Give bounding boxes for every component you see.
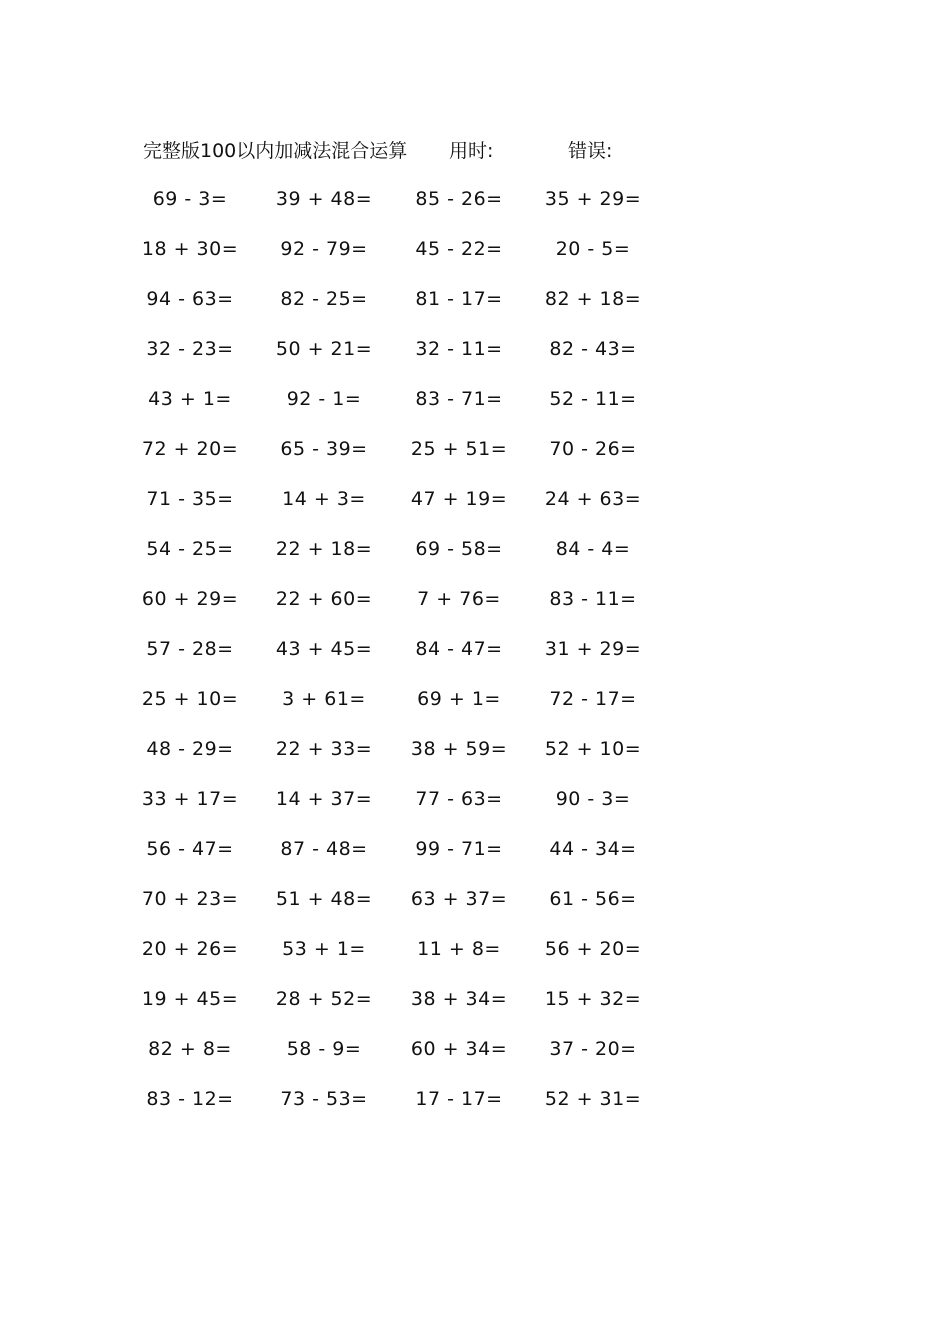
problem: 50 + 21= [275, 338, 373, 360]
problem: 73 - 53= [280, 1088, 368, 1110]
problem: 82 + 18= [544, 288, 642, 310]
problem: 19 + 45= [141, 988, 239, 1010]
problem: 82 - 43= [549, 338, 637, 360]
problem: 92 - 1= [286, 388, 362, 410]
problem: 11 + 8= [417, 938, 501, 960]
problem: 43 + 1= [148, 388, 232, 410]
problem: 70 + 23= [141, 888, 239, 910]
problem: 31 + 29= [544, 638, 642, 660]
problem: 43 + 45= [275, 638, 373, 660]
problem: 52 + 10= [544, 738, 642, 760]
problem: 84 - 4= [555, 538, 631, 560]
problem: 92 - 79= [280, 238, 368, 260]
problem-row [0, 234, 950, 264]
problem: 52 + 31= [544, 1088, 642, 1110]
problem: 22 + 18= [275, 538, 373, 560]
problem-row [0, 984, 950, 1014]
problem-row [0, 684, 950, 714]
problem: 15 + 32= [544, 988, 642, 1010]
problem: 20 + 26= [141, 938, 239, 960]
problem-row [0, 484, 950, 514]
problem: 7 + 76= [417, 588, 501, 610]
problem: 3 + 61= [282, 688, 366, 710]
problem: 82 + 8= [148, 1038, 232, 1060]
problem: 60 + 34= [410, 1038, 508, 1060]
problem: 22 + 33= [275, 738, 373, 760]
problem-row [0, 734, 950, 764]
problem-row [0, 434, 950, 464]
problem: 90 - 3= [555, 788, 631, 810]
problem-row [0, 884, 950, 914]
problem: 61 - 56= [549, 888, 637, 910]
problem: 84 - 47= [415, 638, 503, 660]
problem-row [0, 784, 950, 814]
problem: 45 - 22= [415, 238, 503, 260]
problem: 99 - 71= [415, 838, 503, 860]
problem-row [0, 584, 950, 614]
problem: 54 - 25= [146, 538, 234, 560]
problem: 53 + 1= [282, 938, 366, 960]
problem: 39 + 48= [275, 188, 373, 210]
problem: 33 + 17= [141, 788, 239, 810]
problem-row [0, 384, 950, 414]
problem: 44 - 34= [549, 838, 637, 860]
problem: 51 + 48= [275, 888, 373, 910]
problem: 14 + 37= [275, 788, 373, 810]
problem: 69 - 58= [415, 538, 503, 560]
problem: 94 - 63= [146, 288, 234, 310]
problem: 83 - 11= [549, 588, 637, 610]
problem: 20 - 5= [555, 238, 631, 260]
problem: 81 - 17= [415, 288, 503, 310]
problem-row [0, 1084, 950, 1114]
worksheet-header [0, 136, 950, 166]
problem: 63 + 37= [410, 888, 508, 910]
problem: 25 + 51= [410, 438, 508, 460]
problem: 56 + 20= [544, 938, 642, 960]
problem: 38 + 34= [410, 988, 508, 1010]
problem: 87 - 48= [280, 838, 368, 860]
problem: 14 + 3= [282, 488, 366, 510]
problem: 35 + 29= [544, 188, 642, 210]
problem: 47 + 19= [410, 488, 508, 510]
problem: 82 - 25= [280, 288, 368, 310]
problem: 69 + 1= [417, 688, 501, 710]
worksheet-title: 完整版100以内加减法混合运算 [143, 140, 408, 162]
problem: 28 + 52= [275, 988, 373, 1010]
problem: 71 - 35= [146, 488, 234, 510]
problem: 57 - 28= [146, 638, 234, 660]
time-label: 用时: [449, 140, 494, 162]
problem: 38 + 59= [410, 738, 508, 760]
problem-row [0, 284, 950, 314]
problem: 69 - 3= [152, 188, 228, 210]
problem: 37 - 20= [549, 1038, 637, 1060]
problem-row [0, 834, 950, 864]
problem-row [0, 1034, 950, 1064]
problem-row [0, 634, 950, 664]
problem: 56 - 47= [146, 838, 234, 860]
problem: 72 + 20= [141, 438, 239, 460]
problem: 83 - 71= [415, 388, 503, 410]
problem: 32 - 23= [146, 338, 234, 360]
problem: 32 - 11= [415, 338, 503, 360]
problem: 70 - 26= [549, 438, 637, 460]
problem: 24 + 63= [544, 488, 642, 510]
problem: 22 + 60= [275, 588, 373, 610]
problem: 52 - 11= [549, 388, 637, 410]
errors-label: 错误: [568, 140, 613, 162]
problem: 85 - 26= [415, 188, 503, 210]
problem-row [0, 534, 950, 564]
problem: 25 + 10= [141, 688, 239, 710]
problem: 58 - 9= [286, 1038, 362, 1060]
problem-row [0, 184, 950, 214]
problem: 60 + 29= [141, 588, 239, 610]
problem: 65 - 39= [280, 438, 368, 460]
problem: 72 - 17= [549, 688, 637, 710]
problem: 77 - 63= [415, 788, 503, 810]
problem: 83 - 12= [146, 1088, 234, 1110]
problem: 18 + 30= [141, 238, 239, 260]
problem-row [0, 934, 950, 964]
problem-row [0, 334, 950, 364]
problem: 17 - 17= [415, 1088, 503, 1110]
problem: 48 - 29= [146, 738, 234, 760]
